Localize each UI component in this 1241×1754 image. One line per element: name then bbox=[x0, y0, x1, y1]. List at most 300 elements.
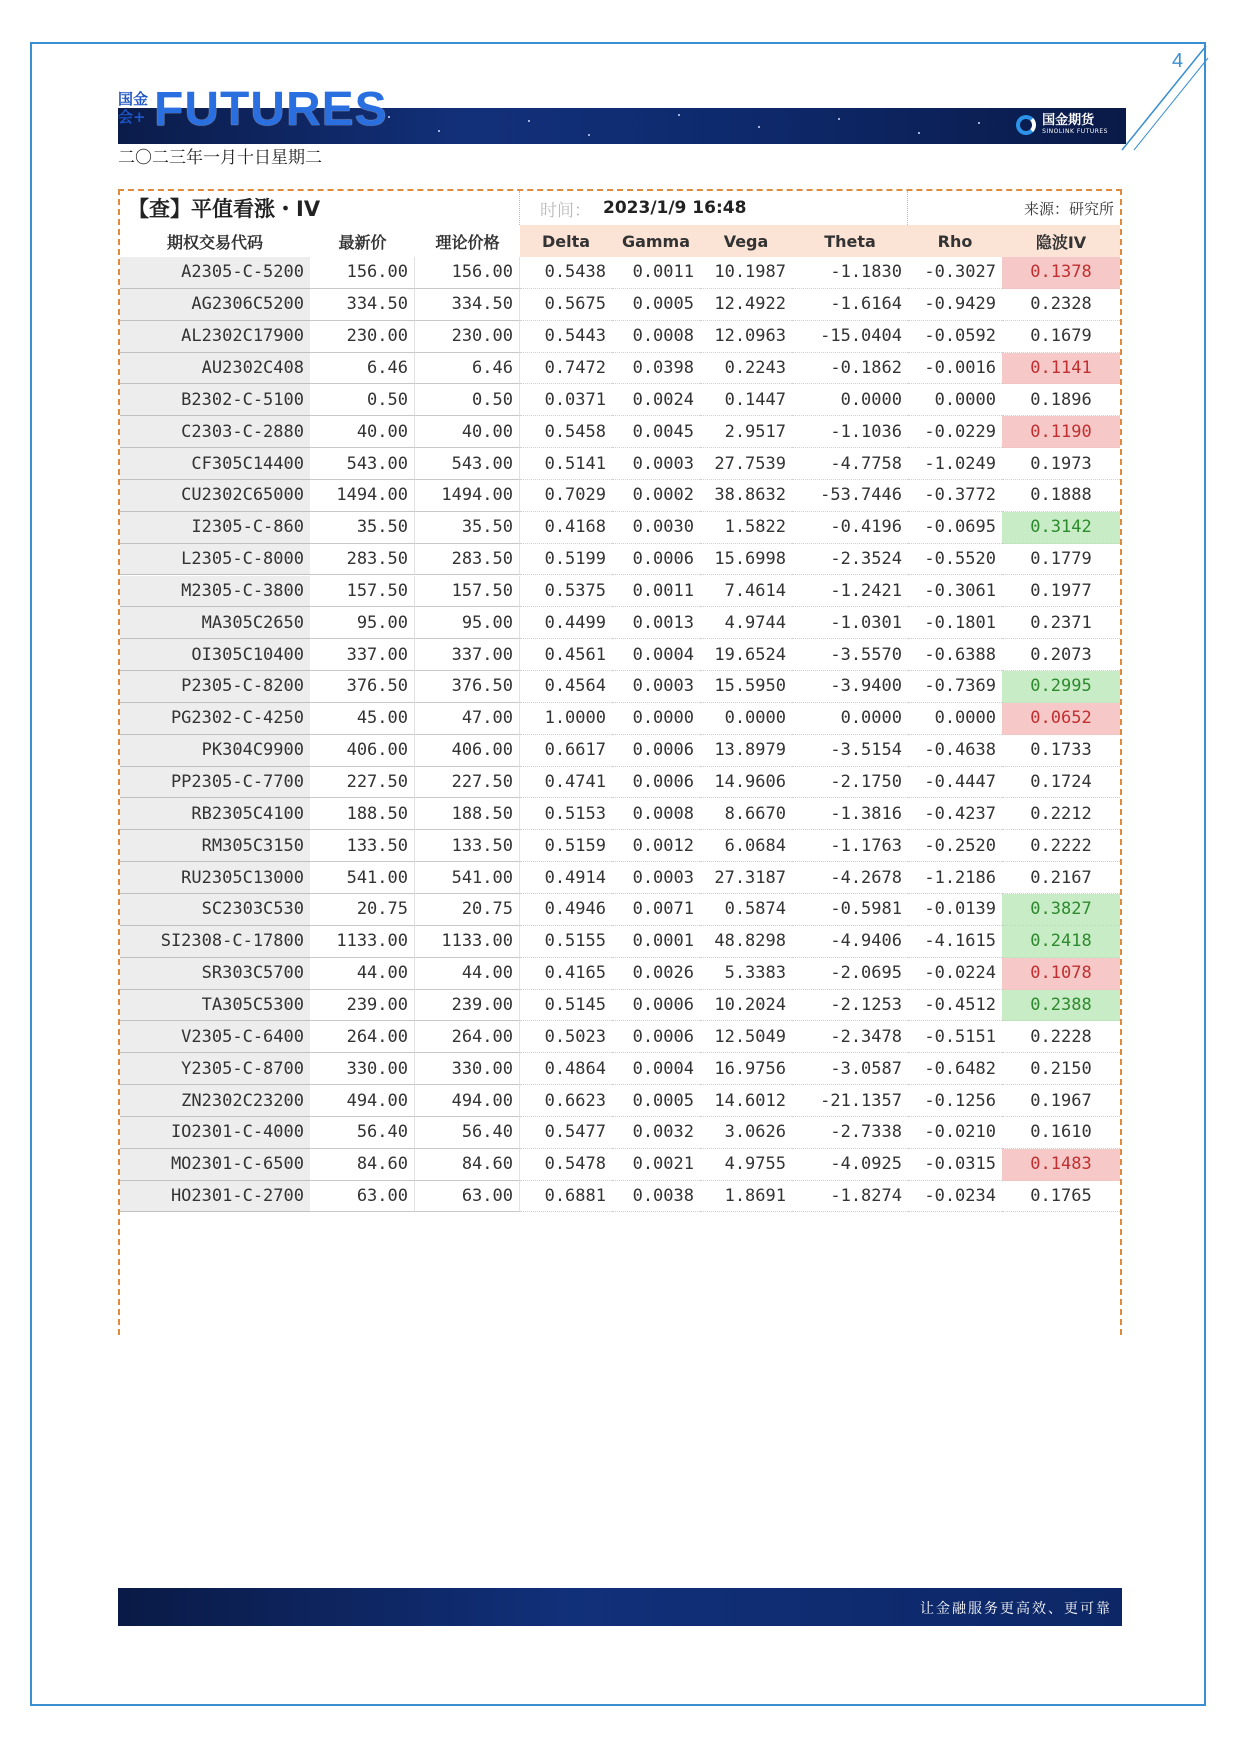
table-row bbox=[120, 1149, 1120, 1181]
cell-code: RM305C3150 bbox=[120, 830, 310, 862]
col-header-code: 期权交易代码 bbox=[120, 225, 310, 257]
cell-delta: 0.4168 bbox=[520, 512, 612, 544]
cell-iv: 0.1733 bbox=[1002, 735, 1120, 767]
cell-gamma: 0.0000 bbox=[612, 703, 700, 735]
cell-theo: 40.00 bbox=[415, 416, 520, 448]
table-title-row bbox=[120, 191, 1120, 225]
cell-rho: -4.1615 bbox=[908, 926, 1002, 958]
cell-theta: 0.0000 bbox=[792, 703, 908, 735]
cell-last: 541.00 bbox=[310, 862, 415, 894]
report-date: 二〇二三年一月十日星期二 bbox=[118, 148, 322, 168]
table-row bbox=[120, 767, 1120, 799]
cell-delta: 0.5375 bbox=[520, 576, 612, 608]
cell-rho: -0.1801 bbox=[908, 607, 1002, 639]
cell-theta: -21.1357 bbox=[792, 1085, 908, 1117]
cell-vega: 0.5874 bbox=[700, 894, 792, 926]
cell-vega: 1.5822 bbox=[700, 512, 792, 544]
cell-delta: 0.5478 bbox=[520, 1149, 612, 1181]
cell-delta: 0.5155 bbox=[520, 926, 612, 958]
col-header-vega: Vega bbox=[700, 225, 792, 257]
cell-delta: 0.6881 bbox=[520, 1181, 612, 1213]
cell-vega: 6.0684 bbox=[700, 830, 792, 862]
cell-theo: 35.50 bbox=[415, 512, 520, 544]
cell-theo: 494.00 bbox=[415, 1085, 520, 1117]
cell-theo: 1133.00 bbox=[415, 926, 520, 958]
cell-last: 1133.00 bbox=[310, 926, 415, 958]
cell-rho: -0.1256 bbox=[908, 1085, 1002, 1117]
cell-vega: 0.2243 bbox=[700, 353, 792, 385]
cell-last: 157.50 bbox=[310, 576, 415, 608]
cell-last: 44.00 bbox=[310, 958, 415, 990]
cell-rho: -0.3027 bbox=[908, 257, 1002, 289]
table-row bbox=[120, 480, 1120, 512]
cell-theta: -4.7758 bbox=[792, 448, 908, 480]
cell-theta: -3.5570 bbox=[792, 639, 908, 671]
cell-rho: -0.5151 bbox=[908, 1021, 1002, 1053]
cell-last: 56.40 bbox=[310, 1117, 415, 1149]
cell-iv: 0.1724 bbox=[1002, 767, 1120, 799]
cell-gamma: 0.0012 bbox=[612, 830, 700, 862]
cell-vega: 12.5049 bbox=[700, 1021, 792, 1053]
cell-vega: 8.6670 bbox=[700, 798, 792, 830]
cell-theta: -1.0301 bbox=[792, 607, 908, 639]
cell-theta: -3.9400 bbox=[792, 671, 908, 703]
cell-code: C2303-C-2880 bbox=[120, 416, 310, 448]
cell-last: 63.00 bbox=[310, 1181, 415, 1213]
cell-rho: -0.0224 bbox=[908, 958, 1002, 990]
table-row bbox=[120, 1181, 1120, 1213]
table-row bbox=[120, 639, 1120, 671]
table-row bbox=[120, 926, 1120, 958]
cell-delta: 0.5458 bbox=[520, 416, 612, 448]
cell-vega: 27.3187 bbox=[700, 862, 792, 894]
cell-theo: 1494.00 bbox=[415, 480, 520, 512]
cell-theo: 227.50 bbox=[415, 767, 520, 799]
cell-iv: 0.1765 bbox=[1002, 1181, 1120, 1213]
cell-vega: 27.7539 bbox=[700, 448, 792, 480]
cell-gamma: 0.0026 bbox=[612, 958, 700, 990]
table-row bbox=[120, 353, 1120, 385]
cell-code: IO2301-C-4000 bbox=[120, 1117, 310, 1149]
cell-vega: 15.6998 bbox=[700, 544, 792, 576]
table-row bbox=[120, 448, 1120, 480]
cell-theta: -1.1763 bbox=[792, 830, 908, 862]
table-row bbox=[120, 1085, 1120, 1117]
cell-rho: -0.0016 bbox=[908, 353, 1002, 385]
cell-theta: -1.1036 bbox=[792, 416, 908, 448]
cell-code: A2305-C-5200 bbox=[120, 257, 310, 289]
cell-gamma: 0.0011 bbox=[612, 257, 700, 289]
cell-gamma: 0.0003 bbox=[612, 448, 700, 480]
cell-theo: 406.00 bbox=[415, 735, 520, 767]
cell-rho: -0.4237 bbox=[908, 798, 1002, 830]
cell-theta: -2.1750 bbox=[792, 767, 908, 799]
cell-iv: 0.2995 bbox=[1002, 671, 1120, 703]
cell-rho: -0.3061 bbox=[908, 576, 1002, 608]
cell-rho: -0.5520 bbox=[908, 544, 1002, 576]
cell-last: 1494.00 bbox=[310, 480, 415, 512]
cell-code: M2305-C-3800 bbox=[120, 576, 310, 608]
cell-delta: 0.6617 bbox=[520, 735, 612, 767]
cell-last: 406.00 bbox=[310, 735, 415, 767]
cell-theta: -0.5981 bbox=[792, 894, 908, 926]
cell-vega: 48.8298 bbox=[700, 926, 792, 958]
cell-rho: -0.4447 bbox=[908, 767, 1002, 799]
cell-last: 337.00 bbox=[310, 639, 415, 671]
cell-delta: 0.5477 bbox=[520, 1117, 612, 1149]
cell-rho: -0.0695 bbox=[908, 512, 1002, 544]
cell-theo: 56.40 bbox=[415, 1117, 520, 1149]
cell-last: 84.60 bbox=[310, 1149, 415, 1181]
cell-iv: 0.1779 bbox=[1002, 544, 1120, 576]
table-row bbox=[120, 1053, 1120, 1085]
cell-code: RU2305C13000 bbox=[120, 862, 310, 894]
cell-rho: -0.6388 bbox=[908, 639, 1002, 671]
cell-code: B2302-C-5100 bbox=[120, 384, 310, 416]
cell-theta: -4.0925 bbox=[792, 1149, 908, 1181]
time-value: 2023/1/9 16:48 bbox=[603, 198, 747, 218]
cell-delta: 0.4946 bbox=[520, 894, 612, 926]
table-row bbox=[120, 544, 1120, 576]
cell-last: 239.00 bbox=[310, 990, 415, 1022]
cell-code: ZN2302C23200 bbox=[120, 1085, 310, 1117]
cell-theo: 188.50 bbox=[415, 798, 520, 830]
cell-last: 40.00 bbox=[310, 416, 415, 448]
cell-rho: -0.0592 bbox=[908, 321, 1002, 353]
cell-code: AL2302C17900 bbox=[120, 321, 310, 353]
cell-code: SR303C5700 bbox=[120, 958, 310, 990]
cell-last: 20.75 bbox=[310, 894, 415, 926]
cell-code: P2305-C-8200 bbox=[120, 671, 310, 703]
cell-last: 95.00 bbox=[310, 607, 415, 639]
cell-gamma: 0.0045 bbox=[612, 416, 700, 448]
cell-vega: 13.8979 bbox=[700, 735, 792, 767]
cell-iv: 0.2212 bbox=[1002, 798, 1120, 830]
cell-vega: 12.0963 bbox=[700, 321, 792, 353]
cell-theo: 239.00 bbox=[415, 990, 520, 1022]
cell-theo: 230.00 bbox=[415, 321, 520, 353]
cell-gamma: 0.0006 bbox=[612, 544, 700, 576]
cell-iv: 0.2073 bbox=[1002, 639, 1120, 671]
cell-last: 156.00 bbox=[310, 257, 415, 289]
cell-iv: 0.1973 bbox=[1002, 448, 1120, 480]
cell-theta: -0.4196 bbox=[792, 512, 908, 544]
cell-rho: -0.0229 bbox=[908, 416, 1002, 448]
table-row bbox=[120, 894, 1120, 926]
cell-last: 35.50 bbox=[310, 512, 415, 544]
cell-code: SC2303C530 bbox=[120, 894, 310, 926]
col-header-theo: 理论价格 bbox=[415, 225, 520, 257]
cell-vega: 0.1447 bbox=[700, 384, 792, 416]
cell-theta: -53.7446 bbox=[792, 480, 908, 512]
cell-last: 543.00 bbox=[310, 448, 415, 480]
cell-theo: 543.00 bbox=[415, 448, 520, 480]
cell-code: V2305-C-6400 bbox=[120, 1021, 310, 1053]
col-header-iv: 隐波IV bbox=[1002, 225, 1120, 257]
cell-theo: 47.00 bbox=[415, 703, 520, 735]
table-source: 来源：研究所 bbox=[1023, 199, 1114, 218]
cell-last: 227.50 bbox=[310, 767, 415, 799]
cell-delta: 0.4864 bbox=[520, 1053, 612, 1085]
cell-delta: 1.0000 bbox=[520, 703, 612, 735]
col-header-gamma: Gamma bbox=[612, 225, 700, 257]
cell-code: PK304C9900 bbox=[120, 735, 310, 767]
cell-gamma: 0.0011 bbox=[612, 576, 700, 608]
cell-iv: 0.1896 bbox=[1002, 384, 1120, 416]
cell-delta: 0.5438 bbox=[520, 257, 612, 289]
table-row bbox=[120, 830, 1120, 862]
cell-code: TA305C5300 bbox=[120, 990, 310, 1022]
table-time bbox=[520, 191, 908, 225]
cell-iv: 0.1483 bbox=[1002, 1149, 1120, 1181]
cell-code: CU2302C65000 bbox=[120, 480, 310, 512]
cell-last: 376.50 bbox=[310, 671, 415, 703]
cell-vega: 19.6524 bbox=[700, 639, 792, 671]
cell-last: 45.00 bbox=[310, 703, 415, 735]
cell-iv: 0.2228 bbox=[1002, 1021, 1120, 1053]
table-row bbox=[120, 735, 1120, 767]
cell-delta: 0.0371 bbox=[520, 384, 612, 416]
cell-delta: 0.4564 bbox=[520, 671, 612, 703]
footer-slogan: 让金融服务更高效、更可靠 bbox=[920, 1601, 1112, 1617]
cell-code: SI2308-C-17800 bbox=[120, 926, 310, 958]
cell-theta: -1.8274 bbox=[792, 1181, 908, 1213]
cell-theta: -1.3816 bbox=[792, 798, 908, 830]
sinolink-logo bbox=[1016, 114, 1108, 135]
cell-last: 230.00 bbox=[310, 321, 415, 353]
table-header-row bbox=[120, 225, 1120, 257]
cell-gamma: 0.0008 bbox=[612, 321, 700, 353]
cell-iv: 0.2167 bbox=[1002, 862, 1120, 894]
cell-theta: -1.6164 bbox=[792, 289, 908, 321]
cell-rho: 0.0000 bbox=[908, 703, 1002, 735]
cell-theo: 156.00 bbox=[415, 257, 520, 289]
cell-vega: 14.6012 bbox=[700, 1085, 792, 1117]
cell-theta: -0.1862 bbox=[792, 353, 908, 385]
cell-theta: -2.3478 bbox=[792, 1021, 908, 1053]
cell-gamma: 0.0001 bbox=[612, 926, 700, 958]
cell-iv: 0.1977 bbox=[1002, 576, 1120, 608]
cell-theo: 20.75 bbox=[415, 894, 520, 926]
logo-en: SINOLINK FUTURES bbox=[1042, 128, 1108, 135]
cell-vega: 1.8691 bbox=[700, 1181, 792, 1213]
cell-delta: 0.5675 bbox=[520, 289, 612, 321]
cell-theo: 44.00 bbox=[415, 958, 520, 990]
cell-gamma: 0.0032 bbox=[612, 1117, 700, 1149]
cell-gamma: 0.0398 bbox=[612, 353, 700, 385]
cell-rho: -0.6482 bbox=[908, 1053, 1002, 1085]
cell-theta: -3.0587 bbox=[792, 1053, 908, 1085]
cell-gamma: 0.0004 bbox=[612, 1053, 700, 1085]
cell-gamma: 0.0002 bbox=[612, 480, 700, 512]
cell-rho: -0.9429 bbox=[908, 289, 1002, 321]
cell-theo: 330.00 bbox=[415, 1053, 520, 1085]
option-iv-table bbox=[118, 189, 1122, 1335]
cell-delta: 0.4561 bbox=[520, 639, 612, 671]
table-row bbox=[120, 416, 1120, 448]
cell-theta: -2.3524 bbox=[792, 544, 908, 576]
table-row bbox=[120, 798, 1120, 830]
cell-code: Y2305-C-8700 bbox=[120, 1053, 310, 1085]
cell-iv: 0.3827 bbox=[1002, 894, 1120, 926]
cell-vega: 4.9744 bbox=[700, 607, 792, 639]
cell-gamma: 0.0003 bbox=[612, 862, 700, 894]
cell-gamma: 0.0006 bbox=[612, 1021, 700, 1053]
cell-last: 330.00 bbox=[310, 1053, 415, 1085]
cell-delta: 0.4741 bbox=[520, 767, 612, 799]
cell-theo: 6.46 bbox=[415, 353, 520, 385]
table-row bbox=[120, 512, 1120, 544]
cell-last: 6.46 bbox=[310, 353, 415, 385]
col-header-theta: Theta bbox=[792, 225, 908, 257]
cell-delta: 0.5443 bbox=[520, 321, 612, 353]
cell-gamma: 0.0005 bbox=[612, 289, 700, 321]
cell-theo: 95.00 bbox=[415, 607, 520, 639]
cell-last: 283.50 bbox=[310, 544, 415, 576]
cell-theta: -2.7338 bbox=[792, 1117, 908, 1149]
cell-code: PG2302-C-4250 bbox=[120, 703, 310, 735]
cell-last: 188.50 bbox=[310, 798, 415, 830]
table-row bbox=[120, 703, 1120, 735]
cell-rho: -0.0234 bbox=[908, 1181, 1002, 1213]
table-row bbox=[120, 671, 1120, 703]
cell-vega: 4.9755 bbox=[700, 1149, 792, 1181]
table-row bbox=[120, 257, 1120, 289]
time-label: 时间： bbox=[540, 200, 591, 221]
cell-code: AG2306C5200 bbox=[120, 289, 310, 321]
cell-rho: -0.4512 bbox=[908, 990, 1002, 1022]
page-number: 4 bbox=[1172, 50, 1184, 72]
cell-vega: 16.9756 bbox=[700, 1053, 792, 1085]
cell-gamma: 0.0013 bbox=[612, 607, 700, 639]
cell-gamma: 0.0006 bbox=[612, 735, 700, 767]
cell-rho: -0.3772 bbox=[908, 480, 1002, 512]
cell-theta: -2.0695 bbox=[792, 958, 908, 990]
table-row bbox=[120, 1021, 1120, 1053]
cell-iv: 0.2222 bbox=[1002, 830, 1120, 862]
cell-rho: -0.2520 bbox=[908, 830, 1002, 862]
col-header-rho: Rho bbox=[908, 225, 1002, 257]
cell-iv: 0.2371 bbox=[1002, 607, 1120, 639]
cell-rho: -0.0210 bbox=[908, 1117, 1002, 1149]
col-header-delta: Delta bbox=[520, 225, 612, 257]
cell-vega: 10.2024 bbox=[700, 990, 792, 1022]
cell-iv: 0.2328 bbox=[1002, 289, 1120, 321]
cell-vega: 38.8632 bbox=[700, 480, 792, 512]
cell-theta: -1.2421 bbox=[792, 576, 908, 608]
cell-gamma: 0.0003 bbox=[612, 671, 700, 703]
cell-theta: -1.1830 bbox=[792, 257, 908, 289]
table-row bbox=[120, 607, 1120, 639]
table-row bbox=[120, 1117, 1120, 1149]
cell-rho: -0.7369 bbox=[908, 671, 1002, 703]
table-row bbox=[120, 958, 1120, 990]
cell-delta: 0.4165 bbox=[520, 958, 612, 990]
table-row bbox=[120, 990, 1120, 1022]
cell-code: MO2301-C-6500 bbox=[120, 1149, 310, 1181]
cell-theta: -4.9406 bbox=[792, 926, 908, 958]
cell-theo: 0.50 bbox=[415, 384, 520, 416]
cell-delta: 0.5023 bbox=[520, 1021, 612, 1053]
cell-code: L2305-C-8000 bbox=[120, 544, 310, 576]
table-row bbox=[120, 384, 1120, 416]
cell-iv: 0.2150 bbox=[1002, 1053, 1120, 1085]
cell-code: HO2301-C-2700 bbox=[120, 1181, 310, 1213]
cell-iv: 0.1679 bbox=[1002, 321, 1120, 353]
cell-iv: 0.2418 bbox=[1002, 926, 1120, 958]
cell-iv: 0.1967 bbox=[1002, 1085, 1120, 1117]
cell-code: I2305-C-860 bbox=[120, 512, 310, 544]
cell-theo: 334.50 bbox=[415, 289, 520, 321]
cell-last: 0.50 bbox=[310, 384, 415, 416]
cell-vega: 15.5950 bbox=[700, 671, 792, 703]
col-header-last: 最新价 bbox=[310, 225, 415, 257]
cell-last: 494.00 bbox=[310, 1085, 415, 1117]
footer-banner bbox=[118, 1588, 1122, 1626]
logo-mark-icon bbox=[1016, 115, 1036, 135]
cell-vega: 0.0000 bbox=[700, 703, 792, 735]
cell-delta: 0.4914 bbox=[520, 862, 612, 894]
table-row bbox=[120, 321, 1120, 353]
cell-theo: 157.50 bbox=[415, 576, 520, 608]
cell-theta: -2.1253 bbox=[792, 990, 908, 1022]
table-row bbox=[120, 576, 1120, 608]
cell-delta: 0.7472 bbox=[520, 353, 612, 385]
cell-theo: 63.00 bbox=[415, 1181, 520, 1213]
corner-decoration bbox=[1120, 44, 1210, 154]
cell-iv: 0.1610 bbox=[1002, 1117, 1120, 1149]
cell-delta: 0.5145 bbox=[520, 990, 612, 1022]
cell-gamma: 0.0071 bbox=[612, 894, 700, 926]
cell-delta: 0.5199 bbox=[520, 544, 612, 576]
cell-iv: 0.3142 bbox=[1002, 512, 1120, 544]
cell-last: 133.50 bbox=[310, 830, 415, 862]
cell-vega: 10.1987 bbox=[700, 257, 792, 289]
cell-theo: 84.60 bbox=[415, 1149, 520, 1181]
cell-theta: 0.0000 bbox=[792, 384, 908, 416]
cell-rho: -0.4638 bbox=[908, 735, 1002, 767]
cell-code: CF305C14400 bbox=[120, 448, 310, 480]
table-row bbox=[120, 289, 1120, 321]
cell-vega: 7.4614 bbox=[700, 576, 792, 608]
cell-iv: 0.1378 bbox=[1002, 257, 1120, 289]
cell-vega: 2.9517 bbox=[700, 416, 792, 448]
cell-rho: -1.2186 bbox=[908, 862, 1002, 894]
cell-code: MA305C2650 bbox=[120, 607, 310, 639]
cell-vega: 3.0626 bbox=[700, 1117, 792, 1149]
cell-rho: -0.0139 bbox=[908, 894, 1002, 926]
cell-theta: -4.2678 bbox=[792, 862, 908, 894]
cell-gamma: 0.0024 bbox=[612, 384, 700, 416]
cell-rho: 0.0000 bbox=[908, 384, 1002, 416]
cell-theo: 376.50 bbox=[415, 671, 520, 703]
cell-code: RB2305C4100 bbox=[120, 798, 310, 830]
cell-theo: 337.00 bbox=[415, 639, 520, 671]
cell-code: PP2305-C-7700 bbox=[120, 767, 310, 799]
cell-delta: 0.7029 bbox=[520, 480, 612, 512]
cell-iv: 0.1141 bbox=[1002, 353, 1120, 385]
cell-delta: 0.5141 bbox=[520, 448, 612, 480]
cell-code: OI305C10400 bbox=[120, 639, 310, 671]
cell-vega: 5.3383 bbox=[700, 958, 792, 990]
brand-cn: 国金会+ bbox=[118, 90, 149, 126]
table-row bbox=[120, 862, 1120, 894]
cell-gamma: 0.0004 bbox=[612, 639, 700, 671]
cell-theo: 283.50 bbox=[415, 544, 520, 576]
cell-rho: -0.0315 bbox=[908, 1149, 1002, 1181]
cell-gamma: 0.0006 bbox=[612, 990, 700, 1022]
cell-theo: 133.50 bbox=[415, 830, 520, 862]
